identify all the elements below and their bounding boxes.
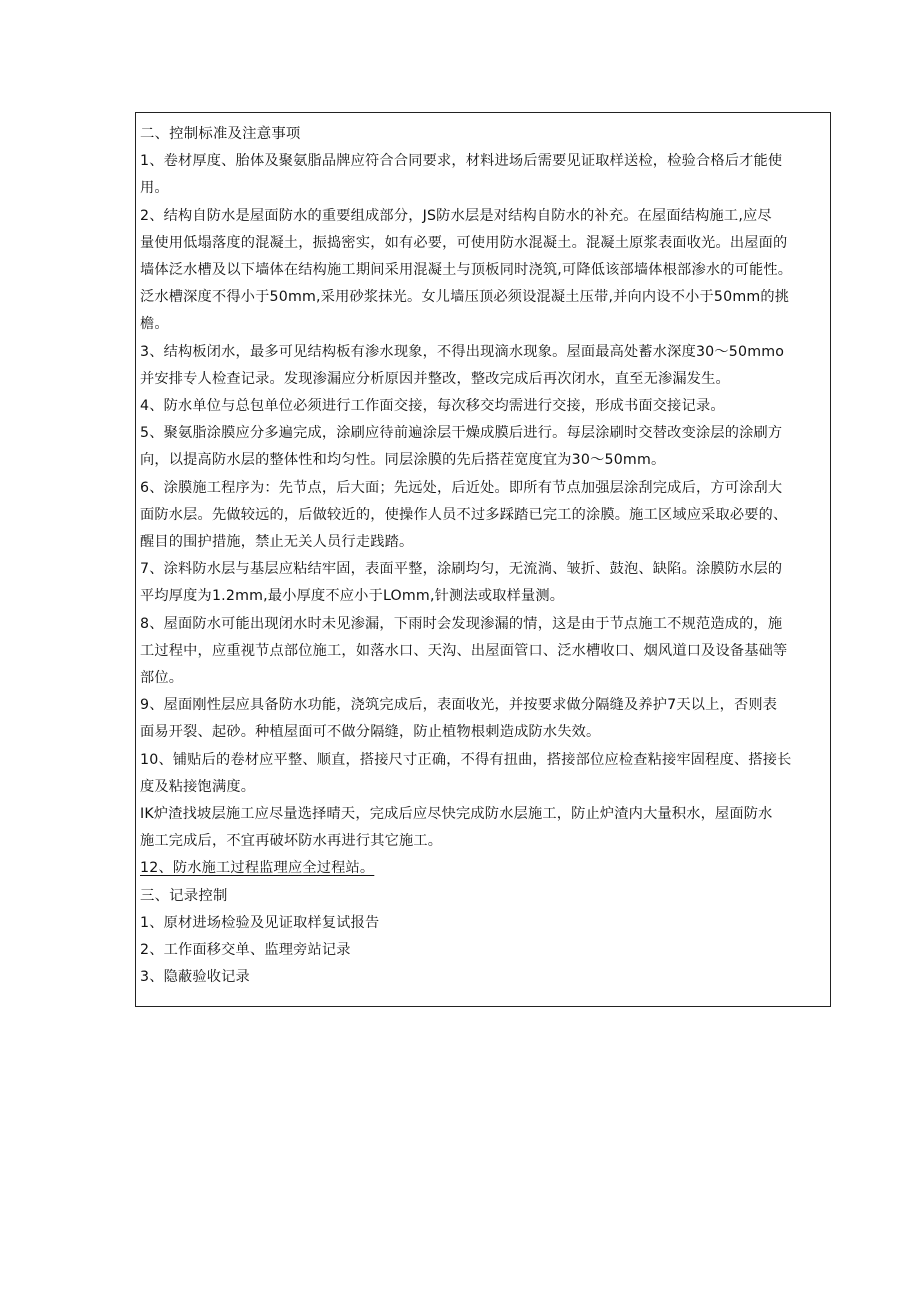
section-heading-control-standards: 二、控制标准及注意事项 [140, 126, 301, 142]
text-line: 工过程中，应重视节点部位施工，如落水口、天沟、出屋面管口、泛水槽收口、烟风道口及设备基础等 [140, 642, 788, 659]
text-line: 面防水层。先做较远的，后做较近的，使操作人员不过多踩踏已完工的涂膜。施工区域应采取必要的、 [140, 506, 788, 523]
text-line: 1、卷材厚度、胎体及聚氨脂品牌应符合合同要求，材料进场后需要见证取样送检，检验合格后才能使 [140, 153, 783, 170]
text-line: 6、涂膜施工程序为：先节点，后大面；先远处，后近处。即所有节点加强层涂刮完成后，方可涂刮大 [140, 479, 783, 496]
text-line: 9、屋面刚性层应具备防水功能，浇筑完成后，表面收光，并按要求做分隔缝及养护7天以上，否则表 [140, 697, 778, 714]
text-line: 量使用低塌落度的混凝土，振捣密实，如有必要，可使用防水混凝土。混凝土原浆表面收光。出屋面的 [140, 234, 788, 251]
text-line: 部位。 [140, 670, 184, 687]
text-line: 并安排专人检查记录。发现渗漏应分析原因并整改，整改完成后再次闭水，直至无渗漏发生。 [140, 370, 730, 387]
text-line: 墙体泛水槽及以下墙体在结构施工期间采用混凝土与顶板同时浇筑,可降低该部墙体根部渗水的可能性。 [140, 262, 793, 279]
document-content [140, 121, 826, 992]
text-line: 檐。 [140, 316, 169, 333]
text-line: 施工完成后，不宜再破坏防水再进行其它施工。 [140, 833, 443, 850]
record-item: 2、工作面移交单、监理旁站记录 [140, 942, 351, 959]
text-line: 4、防水单位与总包单位必须进行工作面交接，每次移交均需进行交接，形成书面交接记录。 [140, 398, 725, 415]
text-line: 8、屋面防水可能出现闭水时未见渗漏，下雨时会发现渗漏的情，这是由于节点施工不规范造成的，施 [140, 615, 783, 632]
text-line-underlined [140, 855, 826, 882]
underlined-text: 12、防水施工过程监理应全过程站。 [140, 860, 375, 877]
text-line: 平均厚度为1.2mm,最小厚度不应小于LOmm,针测法或取样量测。 [140, 588, 565, 605]
text-line: 3、结构板闭水，最多可见结构板有渗水现象，不得出现滴水现象。屋面最高处蓄水深度30～50mmo [140, 343, 785, 360]
text-line: IK炉渣找坡层施工应尽量选择晴天，完成后应尽快完成防水层施工，防止炉渣内大量积水，屋面防水 [140, 806, 773, 823]
record-item: 1、原材进场检验及见证取样复试报告 [140, 914, 380, 931]
record-item: 3、隐蔽验收记录 [140, 969, 250, 986]
text-line: 7、涂料防水层与基层应粘结牢固，表面平整，涂刷均匀，无流淌、皱折、鼓泡、缺陷。涂膜防水层的 [140, 561, 783, 578]
text-line: 泛水槽深度不得小于50mm,采用砂浆抹光。女儿墙压顶必须设混凝土压带,并向内设不小于50mm的挑 [140, 289, 790, 306]
document-table-cell [135, 112, 831, 1007]
text-line: 向，以提高防水层的整体性和均匀性。同层涂膜的先后搭茬宽度宜为30～50mm。 [140, 452, 666, 469]
text-line: 用。 [140, 180, 169, 197]
text-line: 醒目的围护措施，禁止无关人员行走践踏。 [140, 534, 414, 551]
text-line: 10、铺贴后的卷材应平整、顺直，搭接尺寸正确，不得有扭曲，搭接部位应检查粘接牢固程度、搭接长 [140, 751, 792, 768]
text-line: 5、聚氨脂涂膜应分多遍完成，涂刷应待前遍涂层干燥成膜后进行。每层涂刷时交替改变涂层的涂刷方 [140, 425, 783, 442]
section-heading-record-control: 三、记录控制 [140, 887, 228, 904]
text-line: 度及粘接饱满度。 [140, 778, 256, 795]
text-line: 2、结构自防水是屋面防水的重要组成部分，JS防水层是对结构自防水的补充。在屋面结构施工,应尽 [140, 207, 772, 224]
text-line: 面易开裂、起砂。种植屋面可不做分隔缝，防止植物根刺造成防水失效。 [140, 724, 601, 741]
